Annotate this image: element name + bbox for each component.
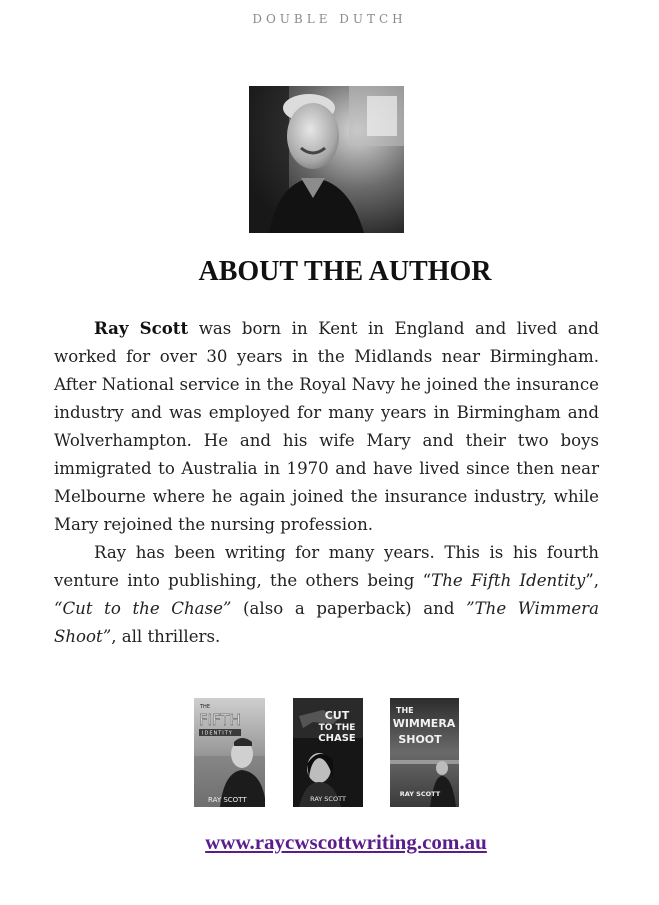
cover-1-line-3: IDENTITY (202, 730, 233, 737)
cover-2-line-3: CHASE (318, 733, 356, 744)
bio-paragraph-2 (54, 539, 599, 651)
book-title-3: ”The Wimmera Shoot” (54, 599, 599, 646)
author-name: Ray Scott (94, 318, 189, 338)
book-title-2: “Cut to the Chase” (54, 599, 232, 618)
cover-2-line-1: CUT (324, 709, 350, 722)
book-cover-wimmera-shoot (390, 698, 459, 807)
book-cover-cut-to-the-chase (293, 698, 363, 807)
bio-paragraph-1 (54, 314, 599, 539)
cover-3-line-3: SHOOT (398, 733, 442, 746)
cover-1-line-1: THE (200, 704, 210, 710)
author-website-link[interactable]: www.raycwscottwriting.com.au (205, 830, 487, 854)
cover-3-line-1: THE (396, 706, 414, 715)
running-head: DOUBLE DUTCH (252, 12, 407, 26)
book-covers (0, 698, 659, 808)
bio-text: , all thrillers. (111, 627, 221, 646)
cover-3-line-2: WIMMERA (392, 717, 456, 730)
cover-2-author: RAY SCOTT (310, 795, 346, 803)
bio-text: Ray has been writing for many years. This is his fourth venture into publishing, the others being “ (54, 543, 599, 590)
cover-3-author: RAY SCOTT (399, 790, 441, 798)
book-cover-fifth-identity (194, 698, 265, 807)
book-title-1: The Fifth Identity (431, 571, 586, 590)
page-title: ABOUT THE AUTHOR (198, 256, 492, 287)
author-photo (249, 86, 404, 233)
bio-text: was born in Kent in England and lived and worked for over 30 years in the Midlands near Birmingham. After National service in the Royal Navy he joined the insurance industry and was employed for many years in Birmingham and Wolverhampton. He and his wife Mary and their two boys immigrated to Australia in 1970 and have lived since then near Melbourne where he again joined the insurance industry, while Mary rejoined the nursing profession. (54, 319, 599, 534)
cover-1-author: RAY SCOTT (208, 796, 247, 804)
bio-text: (also a paperback) and (231, 599, 467, 618)
bio-text: ”, (585, 571, 599, 590)
cover-2-line-2: TO THE (318, 723, 356, 733)
author-bio (54, 314, 599, 651)
cover-1-line-2: FIFTH (199, 711, 241, 729)
